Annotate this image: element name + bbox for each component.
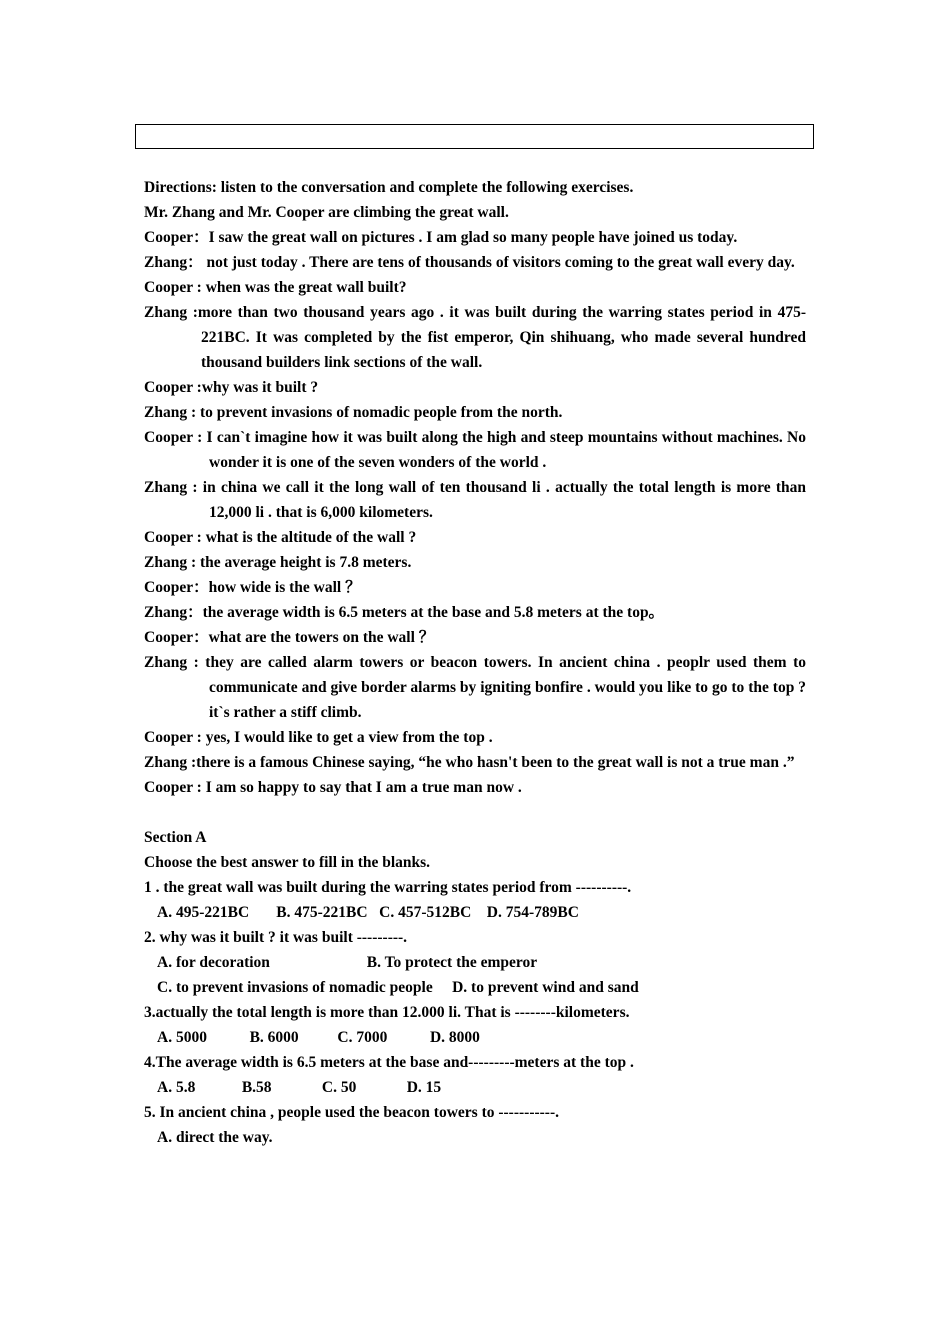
dialogue-line: Zhang : to prevent invasions of nomadic people from the north. bbox=[144, 404, 563, 421]
section-instruction: Choose the best answer to fill in the blanks. bbox=[144, 854, 431, 871]
dialogue-line: Cooper : I can`t imagine how it was built along the high and steep mountains without machines. No wonder it is one of the seven wonders of the world . bbox=[144, 429, 806, 471]
question-2-options-row1: A. for decoration B. To protect the emperor bbox=[157, 954, 538, 971]
question-1-options: A. 495-221BC B. 475-221BC C. 457-512BC D. 754-789BC bbox=[157, 904, 579, 921]
document-content bbox=[144, 175, 806, 1150]
dialogue-line: Zhang : in china we call it the long wall of ten thousand li . actually the total length is more than 12,000 li . that is 6,000 kilometers. bbox=[144, 479, 806, 521]
question-5: 5. In ancient china , people used the beacon towers to -----------. bbox=[144, 1104, 560, 1121]
question-4-options: A. 5.8 B.58 C. 50 D. 15 bbox=[157, 1079, 442, 1096]
question-4: 4.The average width is 6.5 meters at the base and---------meters at the top . bbox=[144, 1054, 634, 1071]
question-5-options: A. direct the way. bbox=[157, 1129, 273, 1146]
question-1: 1 . the great wall was built during the warring states period from ----------. bbox=[144, 879, 632, 896]
dialogue-line: Cooper：I saw the great wall on pictures . I am glad so many people have joined us today. bbox=[144, 229, 738, 246]
dialogue-line: Cooper：what are the towers on the wall ？ bbox=[144, 629, 435, 646]
scene-text: Mr. Zhang and Mr. Cooper are climbing the great wall. bbox=[144, 204, 509, 221]
header-box bbox=[135, 124, 814, 149]
question-2-options-row2: C. to prevent invasions of nomadic people D. to prevent wind and sand bbox=[157, 979, 639, 996]
dialogue-line: Zhang：the average width is 6.5 meters at the base and 5.8 meters at the top。 bbox=[144, 604, 665, 621]
question-2: 2. why was it built ? it was built ---------. bbox=[144, 929, 408, 946]
dialogue-line: Zhang : the average height is 7.8 meters. bbox=[144, 554, 412, 571]
directions-text: Directions: listen to the conversation and complete the following exercises. bbox=[144, 179, 634, 196]
dialogue-line: Zhang :more than two thousand years ago . it was built during the warring states period in 475-221BC. It was completed by the fist emperor, Qin shihuang, who made several hundred thousand builders link sections of the wall. bbox=[144, 304, 806, 371]
dialogue-line: Cooper : yes, I would like to get a view from the top . bbox=[144, 729, 493, 746]
dialogue-line: Cooper：how wide is the wall ？ bbox=[144, 579, 361, 596]
spacer bbox=[144, 800, 806, 825]
dialogue-line: Zhang :there is a famous Chinese saying, “he who hasn't been to the great wall is not a true man .” bbox=[144, 754, 795, 771]
dialogue-line: Cooper : when was the great wall built? bbox=[144, 279, 407, 296]
question-3: 3.actually the total length is more than 12.000 li. That is --------kilometers. bbox=[144, 1004, 630, 1021]
dialogue-line: Cooper : what is the altitude of the wall ? bbox=[144, 529, 417, 546]
dialogue-line: Cooper : I am so happy to say that I am a true man now . bbox=[144, 779, 522, 796]
dialogue-line: Zhang : they are called alarm towers or beacon towers. In ancient china . peoplr used them to communicate and give border alarms by igniting bonfire . would you like to go to the top ? it`s rather a stiff climb. bbox=[144, 654, 806, 721]
section-title: Section A bbox=[144, 829, 207, 846]
question-3-options: A. 5000 B. 6000 C. 7000 D. 8000 bbox=[157, 1029, 480, 1046]
dialogue-line: Cooper :why was it built ? bbox=[144, 379, 319, 396]
dialogue-line: Zhang： not just today . There are tens of thousands of visitors coming to the great wall every day. bbox=[144, 254, 795, 271]
